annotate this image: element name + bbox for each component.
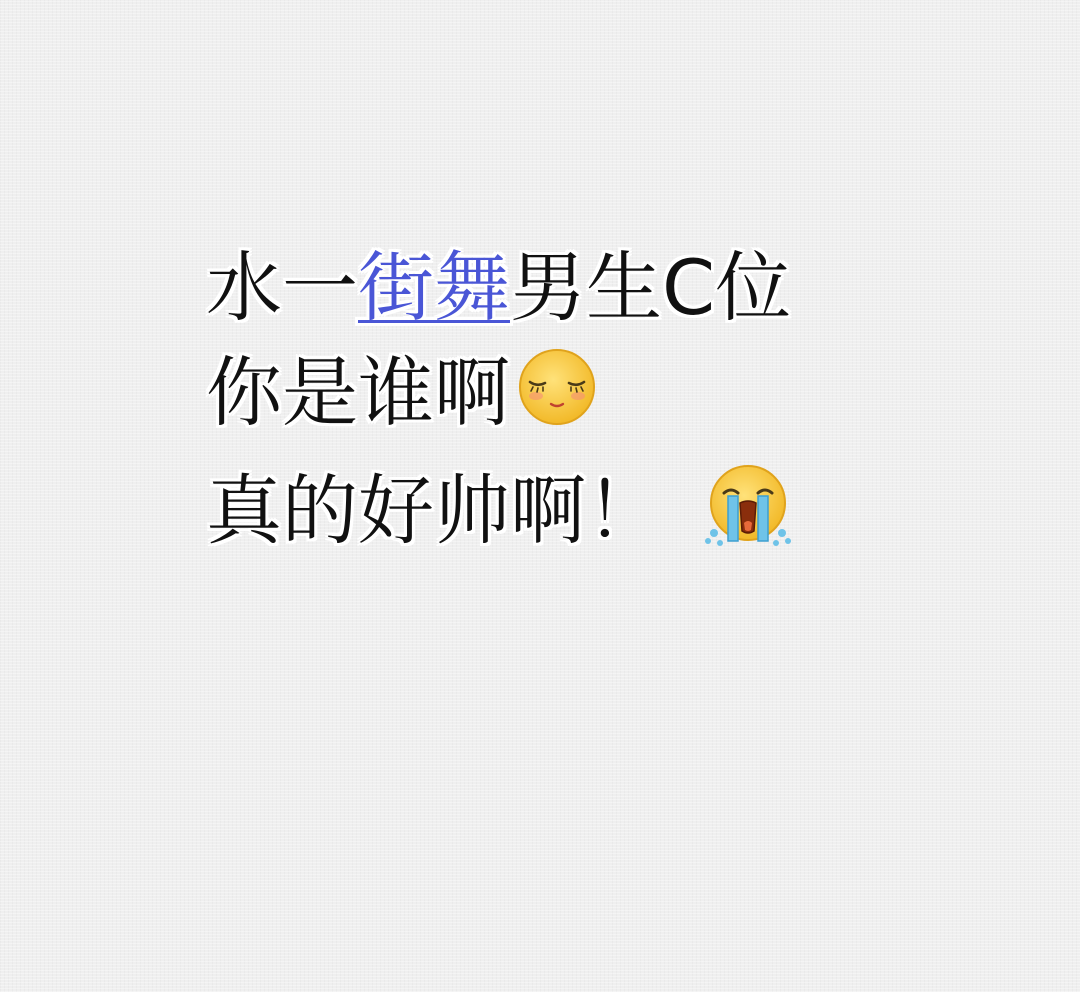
line-2-text: 你是谁啊 xyxy=(206,348,510,437)
post-text xyxy=(206,242,906,570)
line-3-text: 真的好帅啊！ xyxy=(206,466,662,555)
post-line-2 xyxy=(206,334,906,452)
post-line-3 xyxy=(206,452,906,570)
loudly-crying-face-icon xyxy=(700,461,796,561)
topic-link-street-dance[interactable]: 街舞 xyxy=(358,243,510,332)
line-1-prefix: 水一 xyxy=(206,243,358,332)
sleepy-face-icon xyxy=(516,346,598,440)
post-line-1 xyxy=(206,242,906,334)
line-1-suffix: 男生C位 xyxy=(510,243,792,332)
